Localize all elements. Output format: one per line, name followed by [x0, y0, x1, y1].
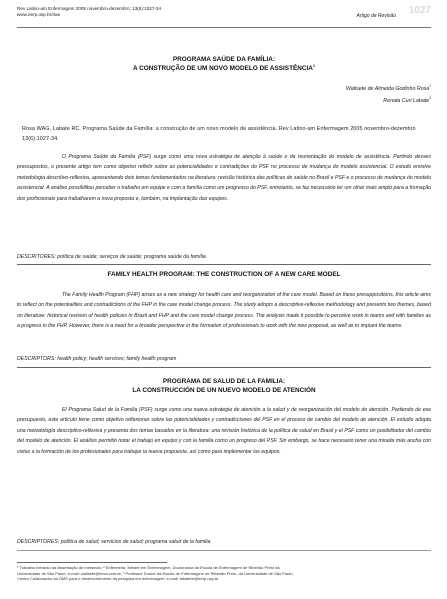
descriptors-es: DESCRIPTORES: política de salud; servicios de salud; programa salud de la familia — [17, 539, 211, 545]
title-es — [17, 377, 431, 395]
running-header — [17, 6, 431, 26]
title-pt-line2-wrap — [17, 64, 431, 73]
abstract-es: El Programa Salud de la Familia (PSF) surge como una nueva estrategia de atención a la salud y de reorganización del modelo de atención. Partiendo de ese presupuesto, este artículo tiene como objetivo reflexionar sobre las potencialidades y contradicciones del PSF en el proceso de cambio del modelo de atención. El estudio adopta una metodología descriptivo-reflexiva y presenta dos temas basados en la literatura: una revisión histórica de la política de salud en Brasil y el PSF como un posibilitador del cambio del modelo de atención. El análisis permitió notar el trabajo en equipo y con la familia como un progreso del PSF. Sin embargo, se hace necesario tener una mirada más ancha con vistas a la formación de los profesionales para trabajar la nueva propuesta, así como para implementar los equipos. — [17, 407, 431, 455]
footnote-line: ¹ Trabalho extraído da dissertação de mestrado; ² Enfermeira, Mestre em Enfermagem, Doutoranda da Escola de Enfermagem de Ribeirão Preto da — [17, 565, 280, 570]
authors — [181, 83, 431, 107]
footnote — [17, 565, 431, 582]
section-divider — [17, 367, 431, 368]
citation: Rosa WAG, Labate RC. Programa Saúde da Família: a construção de um novo modelo de assistência. Rev Latino-am Enfermagem 2005 novembro-dezembro 13(6):1027-34. — [22, 126, 416, 142]
footnote-line: Centro Colaborador da OMS para o desenvolvimento da pesquisa em enfermagem, e-mail: labatere@eerp.usp.br — [17, 576, 219, 582]
title-en: FAMILY HEALTH PROGRAM: THE CONSTRUCTION OF A NEW CARE MODEL — [107, 271, 341, 278]
author-1-name: Walisete de Almeida Godinho Rosa — [345, 86, 430, 92]
title-pt-line1: PROGRAMA SAÚDE DA FAMÍLIA: — [172, 56, 276, 63]
author-2 — [181, 95, 431, 107]
title-footnote-mark: 1 — [312, 63, 316, 68]
footnote-divider — [17, 562, 167, 563]
footnote-line: Universidade de São Paulo, e-mail: walisete@terra.com.br; ³ Professor Doutor da Escola de Enfermagem de Ribeirão Preto, da Universidade de São Paulo, — [17, 570, 294, 576]
title-pt-line2: A CONSTRUÇÃO DE UM NOVO MODELO DE ASSISTÊNCIA — [132, 65, 313, 72]
author-1-mark: 2 — [429, 84, 431, 89]
header-divider — [17, 27, 431, 28]
descriptors-en: DESCRIPTORS: health policy; health services; family health program — [17, 356, 177, 362]
section-divider — [17, 550, 431, 551]
author-2-name: Renata Curi Labate — [383, 98, 430, 104]
journal-reference: Rev Latino-am Enfermagem 2005 novembro-dezembro; 13(6):1027-34 — [17, 6, 162, 11]
title-es-line1: PROGRAMA DE SALUD DE LA FAMILIA: — [162, 378, 286, 385]
journal-url: www.eerp.usp.br/rlae — [17, 12, 61, 17]
author-2-mark: 3 — [429, 96, 431, 101]
section-divider — [17, 264, 431, 265]
title-pt — [17, 55, 431, 73]
descriptors-pt: DESCRITORES: política de saúde; serviços de saúde; programa saúde da família — [17, 254, 206, 260]
abstract-en: The Family Health Program (FHP) arises as a new strategy for health care and reorganization of the care model. Based on these presuppositions, this article aims to reflect on the potentialities and contradictions of the FHP in the care model change process. The study adopts a descriptive-reflexive methodology and presents two themes, based on literature: historical revision of health policies in Brazil and FHP and the care model change process. The analysis made it possible to perceive work in teams and with families as a progress in the FHP. However, there is a need for a broader perspective in the formation of professionals to work with the new proposal, as well as to implant the teams. — [17, 292, 431, 330]
author-1 — [181, 83, 431, 95]
title-es-line2: LA CONSTRUCCIÓN DE UN NUEVO MODELO DE ATENCIÓN — [132, 387, 316, 394]
section-label: Artigo de Revisão — [356, 13, 396, 19]
abstract-pt: O Programa Saúde da Família (PSF) surge como uma nova estratégia de atenção à saúde e de reorientação do modelo de assistência. Partindo desses pressupostos, o presente artigo tem como objetivo refletir sobre as potencialidades e contradições do PSF no processo de mudança do modelo assistencial. O estudo envolve metodologia descritivo-reflexiva, apresentando dois temas fundamentados na literatura: revisão histórica das políticas de saúde no Brasil e PSF e o processo de mudança do modelo assistencial. A análise possibilitou perceber o trabalho em equipe e com a família como um progresso do PSF, entretanto, se faz necessário ter um olhar mais amplo para a formação dos profissionais para trabalharem a nova proposta e, também, na implantação das equipes. — [17, 154, 431, 202]
page-number: 1027 — [408, 5, 431, 16]
